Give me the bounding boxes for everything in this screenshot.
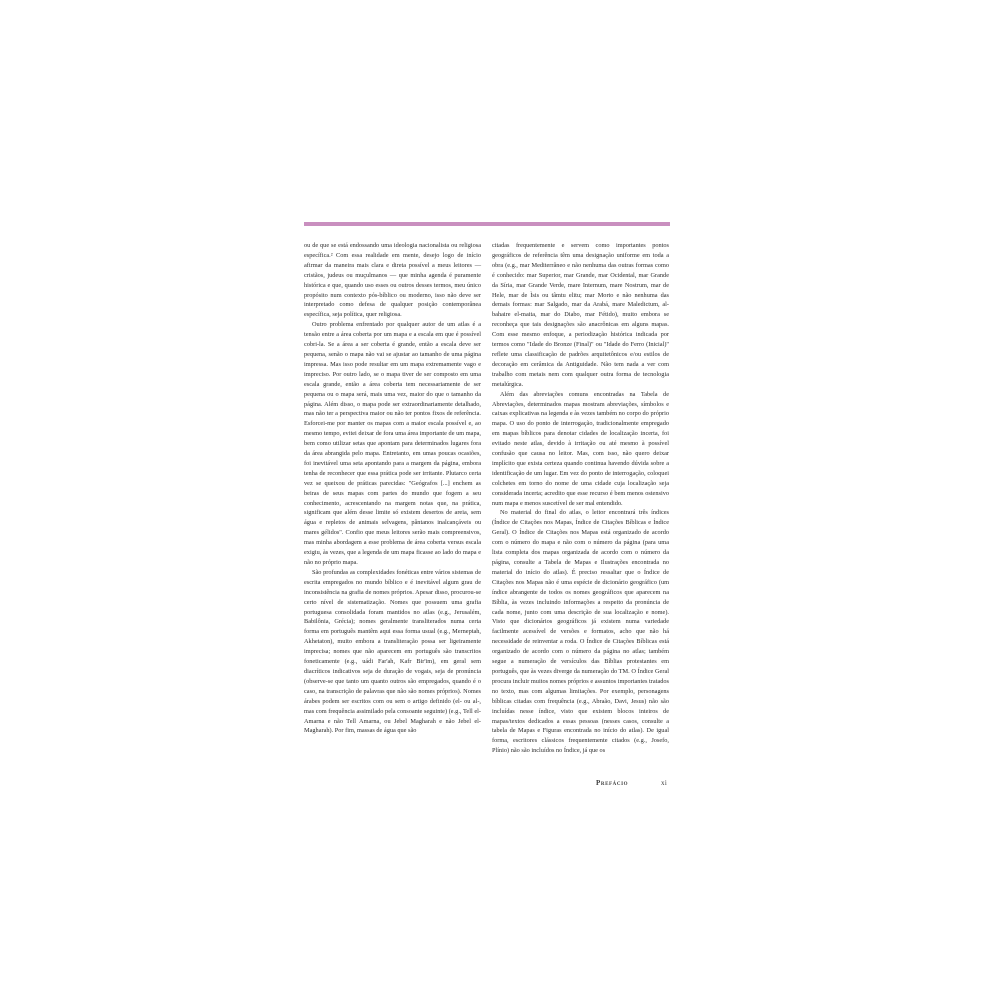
right-column: [492, 241, 669, 756]
page-number: xi: [661, 779, 668, 787]
paragraph: Outro problema enfrentado por qualquer autor de um atlas é a tensão entre a área coberta por um mapa e a escala em que é possível cobri-la. Se a área a ser coberta é grande, então a escala deve ser pequena, senão o mapa não vai se ajustar ao tamanho de uma página impressa. Mas isso pode resultar em um mapa extremamente vago e impreciso. Por outro lado, se o mapa tiver de ser composto em uma escala grande, então a área coberta tem necessariamente de ser pequena ou o mapa será, mais uma vez, maior do que o tamanho da página. Além disso, o mapa pode ser extraordinariamente detalhado, mas não ter a perspectiva maior ou não ter pontos fixos de referência. Esforcei-me por manter os mapas com a maior escala possível e, ao mesmo tempo, evitei deixar de fora uma área importante de um mapa, bem como utilizar setas que apontam para determinados lugares fora da área abrangida pelo mapa. Entretanto, em umas poucas ocasiões, foi inevitável uma seta apontando para a margem da página, embora tenha de reconhecer que essa prática pode ser irritante. Plutarco certa vez se queixou de práticas parecidas: "Geógrafos [...] enchem as beiras de seus mapas com partes do mundo que fogem a seu conhecimento, acrescentando na margem notas que, na prática, significam que além desse limite só existem desertos de areia, sem água e repletos de animais selvagens, pântanos inalcançáveis ou mares gélidos". Confio que meus leitores serão mais compreensivos, mas minha abordagem a esse problema de área coberta versus escala exigiu, às vezes, que a legenda de um mapa ficasse ao lado do mapa e não no próprio mapa.: [304, 321, 481, 566]
left-column: [304, 241, 481, 736]
paragraph: ou de que se está endossando uma ideologia nacionalista ou religiosa específica.² Com essa realidade em mente, desejo logo de início afirmar da maneira mais clara e direta possível a meus leitores — cristãos, judeus ou muçulmanos — que minha agenda é puramente histórica e que, quando uso esses ou outros desses termos, meu único propósito num contexto pós-bíblico ou moderno, isso não deve ser interpretado como defesa de qualquer posição contemporânea específica, seja política, quer religiosa.: [304, 242, 481, 319]
header-rule: [304, 222, 670, 226]
paragraph: Além das abreviações comuns encontradas na Tabela de Abreviações, determinados mapas mostram abreviações, símbolos e caixas explicativas na legenda e às vezes também no corpo do próprio mapa. O uso do ponto de interrogação, tradicionalmente empregado em mapas bíblicos para denotar cidades de localização incerta, foi evitado neste atlas, devido à irritação ou até mesmo à possível confusão que causa no leitor. Mas, com isso, não quero deixar implícito que exista certeza quando continua havendo dúvida sobre a identificação de um lugar. Em vez do ponto de interrogação, coloquei colchetes em torno do nome de uma cidade cuja localização seja considerada incerta; acredito que esse recurso é bem menos ostensivo num mapa e menos suscetível de ser mal entendido.: [492, 390, 669, 507]
running-footer-title: Prefácio: [596, 779, 629, 787]
paragraph: São profundas as complexidades fonéticas entre vários sistemas de escrita empregados no mundo bíblico e é inevitável algum grau de inconsistência na grafia de nomes próprios. Apesar disso, procurou-se certo nível de sistematização. Nomes que possuem uma grafia portuguesa consolidada foram mantidos no atlas (e.g., Jerusalém, Babilônia, Grécia); nomes geralmente transliterados numa certa forma em português mantêm aqui essa forma usual (e.g., Merneptah, Akhetaton), muito embora a transliteração possa ser ligeiramente imprecisa; nomes que não aparecem em português são transcritos foneticamente (e.g., uádi Far'ah, Kafr Bir'im), em geral sem diacríticos indicativos seja de duração de vogais, seja de pronúncia (observe-se que tanto um quanto outros são empregados, quando é o caso, na transcrição de palavras que não são nomes próprios). Nomes árabes podem ser escritos com ou sem o artigo definido (el- ou al-, mas com frequência assimilado pela consoante seguinte) (e.g., Tell el-Amarna e não Tell Amarna, ou Jebel Magharah e não Jebel el-Magharah). Por fim, massas de água que são: [304, 568, 481, 735]
paragraph: No material do final do atlas, o leitor encontrará três índices (Índice de Citações nos Mapas, Índice de Citações Bíblicas e Índice Geral). O Índice de Citações nos Mapas está organizado de acordo com o número do mapa e não com o número da página (para uma lista completa dos mapas organizada de acordo com o número da página, consulte a Tabela de Mapas e Ilustrações encontrada no material do início do atlas). É preciso ressaltar que o Índice de Citações nos Mapas não é uma espécie de dicionário geográfico (um índice abrangente de todos os nomes geográficos que aparecem na Bíblia, às vezes incluindo informações a respeito da pronúncia de cada nome, junto com uma descrição de sua localização e nome). Visto que dicionários geográficos já existem numa variedade facilmente acessível de versões e formatos, acho que não há necessidade de reinventar a roda. O Índice de Citações Bíblicas está organizado de acordo com o número da página no atlas; também segue a numeração de versículos das Bíblias protestantes em português, que às vezes diverge da numeração do TM. O Índice Geral procura incluir muitos nomes próprios e assuntos importantes tratados no texto, mas com algumas limitações. Por exemplo, personagens bíblicas citadas com frequência (e.g., Abraão, Davi, Jesus) não são incluídas nesse índice, visto que existem blocos inteiros de mapas/textos dedicados a essas pessoas (nesses casos, consulte a tabela de Mapas e Figuras encontrada no início do atlas). De igual forma, escritores clássicos frequentemente citados (e.g., Josefo, Plínio) não são incluídos no Índice, já que os: [492, 509, 669, 755]
paragraph: citadas frequentemente e servem como importantes pontos geográficos de referência têm uma designação uniforme em toda a obra (e.g., mar Mediterrâneo e não nenhuma das outras formas como é conhecido: mar Superior, mar Grande, mar Ocidental, mar Grande da Síria, mar Grande Verde, mare Internum, mare Nostrum, mar de Hele, mar de Ìsis ou tâmtu elitu; mar Morto e não nenhuma das demais formas: mar Salgado, mar da Arabá, mare Maledictum, al-bahaire el-maita, mar do Diabo, mar Fétido), muito embora se reconheça que tais designações são anacrônicas em alguns mapas. Com esse mesmo enfoque, a periodização histórica indicada por termos como "Idade do Bronze (Final)" ou "Idade do Ferro (Inicial)" reflete uma classificação de padrões arquitetônicos e/ou estilos de decoração em cerâmica da Antiguidade. Não tem nada a ver com trabalho com metais nem com qualquer outra forma de tecnologia metalúrgica.: [492, 242, 669, 388]
